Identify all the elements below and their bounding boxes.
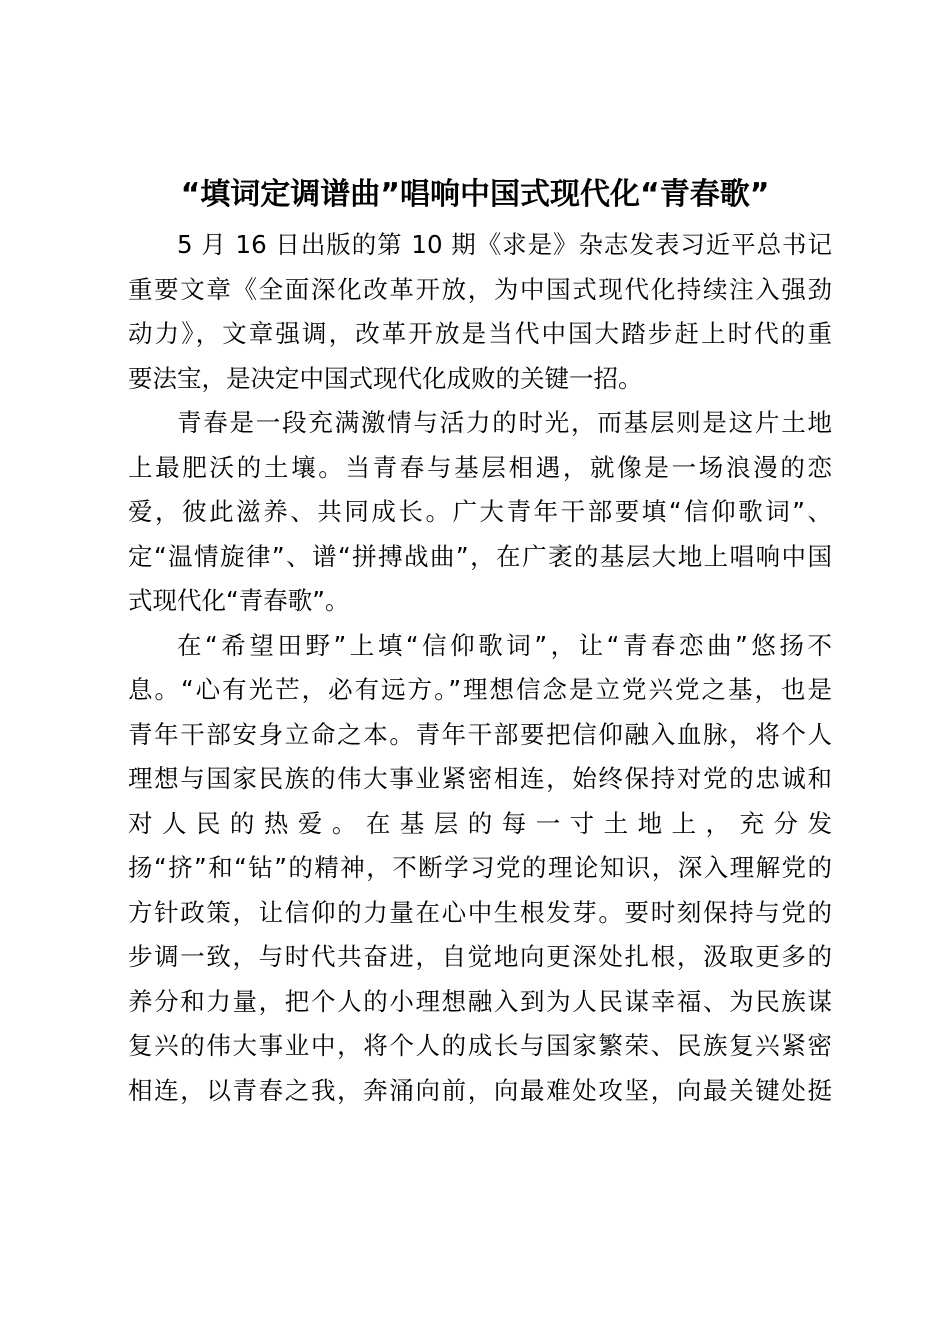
text-line: 息。“心有光芒，必有远方。”理想信念是立党兴党之基，也是 xyxy=(128,675,832,704)
text-line: 在“希望田野”上填“信仰歌词”，让“青春恋曲”悠扬不 xyxy=(177,630,832,660)
text-line: 养分和力量，把个人的小理想融入到为人民谋幸福、为民族谋 xyxy=(128,986,832,1016)
text-line: 式现代化“青春歌”。 xyxy=(128,586,350,615)
text-line: 动力》，文章强调，改革开放是当代中国大踏步赶上时代的重 xyxy=(128,319,832,348)
text-line: 对 人 民 的 热 爱 。 在 基 层 的 每 一 寸 土 地 上 ， 充 分 发 xyxy=(128,808,832,838)
paragraph xyxy=(128,223,832,401)
text-line: 青春是一段充满激情与活力的时光，而基层则是这片土地 xyxy=(177,408,832,437)
text-line: 定“温情旋律”、谱“拼搏战曲”，在广袤的基层大地上唱响中国 xyxy=(128,541,832,571)
text-line: 方针政策，让信仰的力量在心中生根发芽。要时刻保持与党的 xyxy=(128,897,832,927)
document-title: “填词定调谱曲”唱响中国式现代化“青春歌” xyxy=(180,177,770,212)
text-line: 青年干部安身立命之本。青年干部要把信仰融入血脉，将个人 xyxy=(128,719,832,749)
text-line: 相连，以青春之我，奔涌向前，向最难处攻坚，向最关键处挺 xyxy=(128,1075,832,1105)
text-line: 复兴的伟大事业中，将个人的成长与国家繁荣、民族复兴紧密 xyxy=(128,1031,832,1060)
text-line: 5 月 16 日出版的第 10 期《求是》杂志发表习近平总书记 xyxy=(177,230,832,259)
text-line: 上最肥沃的土壤。当青春与基层相遇，就像是一场浪漫的恋 xyxy=(128,452,832,482)
text-line: 爱，彼此滋养、共同成长。广大青年干部要填“信仰歌词”、 xyxy=(128,497,832,526)
paragraph xyxy=(128,624,832,1114)
text-line: 步调一致，与时代共奋进，自觉地向更深处扎根，汲取更多的 xyxy=(128,942,832,971)
paragraph xyxy=(128,401,832,624)
text-line: 重要文章《全面深化改革开放，为中国式现代化持续注入强劲 xyxy=(128,274,832,304)
text-line: 要法宝，是决定中国式现代化成败的关键一招。 xyxy=(128,363,643,393)
text-line: 理想与国家民族的伟大事业紧密相连，始终保持对党的忠诚和 xyxy=(128,764,832,793)
text-line: 扬“挤”和“钻”的精神，不断学习党的理论知识，深入理解党的 xyxy=(128,853,832,882)
document-body xyxy=(128,223,832,1113)
